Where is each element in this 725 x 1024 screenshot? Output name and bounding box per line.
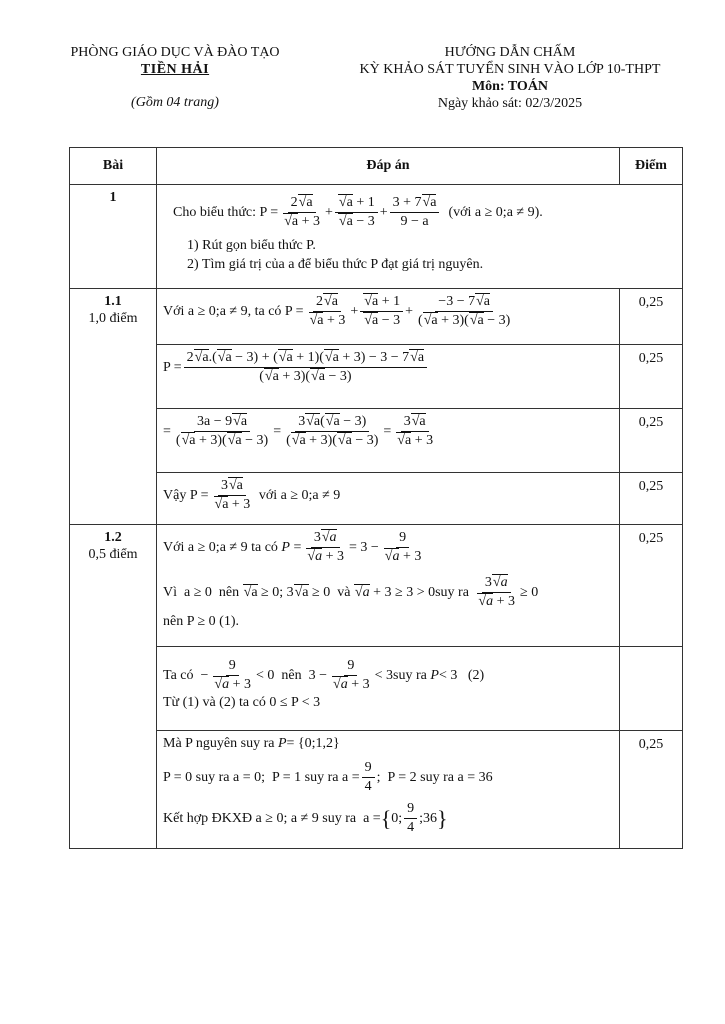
part1-step3-row: [70, 409, 683, 473]
part2-block2: Ta có − 9 √ a + 3 < 0 nên 3 − 9 √ a + 3 < 3 suy ra P < 3 (2) Từ (1) và (2) ta có 0 ≤ P < 3: [157, 647, 620, 731]
part1-step2: P = $\frac{2√ a.(√ a - 3) + (√ a + 1)(√ a + 3) - 3 - 7√ a}{(√ a + 3)(√ a - 3)}$: [157, 345, 620, 409]
table-header-row: [70, 148, 683, 185]
exam-title: KỲ KHẢO SÁT TUYỂN SINH VÀO LỚP 10-THPT: [359, 62, 661, 77]
score-1-1-d: 0,25: [620, 473, 683, 525]
score-1-2-b: [620, 647, 683, 731]
part2-label: 1.2 0,5 điểm: [70, 525, 157, 849]
task-1: 1) Rút gọn biểu thức P.: [187, 238, 316, 253]
org-name: PHÒNG GIÁO DỤC VÀ ĐÀO TẠO: [70, 45, 280, 60]
answer-table: [69, 147, 683, 849]
score-1-1-b: 0,25: [620, 345, 683, 409]
header-bai: Bài: [70, 148, 157, 185]
doc-title: HƯỚNG DẪN CHẤM: [444, 45, 576, 60]
header-left: [40, 44, 310, 111]
part1-step4: Vậy P = 3√ a √ a + 3 với a ≥ 0;a ≠ 9: [157, 473, 620, 525]
header-dap-an: Đáp án: [157, 148, 620, 185]
part2-block3: Mà P nguyên suy ra P = {0;1,2} P = 0 suy ra a = 0; P = 1 suy ra a = $\frac{9}{4}$ ; P = 2 suy ra a = 36 Kết hợp ĐKXĐ a ≥ 0; a ≠ 9 suy ra a = { 0; $\frac{9}{4}$ ;36 }: [157, 731, 620, 849]
problem-row: [70, 185, 683, 289]
header-diem: Điểm: [620, 148, 683, 185]
exam-date: Ngày khảo sát: 02/3/2025: [437, 96, 583, 111]
header-right: [320, 44, 700, 112]
pages-note: (Gồm 04 trang): [131, 95, 219, 110]
part1-step2-row: [70, 345, 683, 409]
part1-step3: = $\frac{3a - 9√ a}{(√ a + 3)(√ a - 3)}$ = $\frac{3√ a(√ a - 3)}{(√ a + 3)(√ a - 3)}$ = 3√ a √ a + 3: [157, 409, 620, 473]
problem-intro: Cho biểu thức:: [173, 204, 257, 220]
problem-statement: Cho biểu thức: P = 2√ a √ a + 3 + √ a + 1 √ a − 3 + $\frac{3 + 7√ a}{9 - a}$ (với a ≥ 0;a ≠ 9). 1) Rút gọn biểu thức P. 2) Tìm giá trị của a để biểu thức P đạt giá trị nguyên.: [157, 185, 683, 289]
part1-step1: Với a ≥ 0;a ≠ 9, ta có P = 2√ a √ a + 3 + √ a + 1 √ a − 3 + $\frac{-3 - 7√ a}{(√ a + 3)(√ a - 3)}$: [157, 289, 620, 345]
problem-number: 1: [70, 185, 157, 289]
part2-line5: Từ (1) và (2) ta có 0 ≤ P < 3: [163, 695, 321, 710]
part2-block1-row: [70, 525, 683, 647]
part1-label: 1.1 1,0 điểm: [70, 289, 157, 525]
task-2: 2) Tìm giá trị của a để biểu thức P đạt giá trị nguyên.: [187, 257, 484, 272]
part2-block2-row: [70, 647, 683, 731]
score-1-2-c: 0,25: [620, 731, 683, 849]
district-name: TIỀN HẢI: [140, 62, 210, 77]
part2-line3: nên P ≥ 0 (1).: [163, 614, 239, 629]
part1-step1-row: [70, 289, 683, 345]
score-1-2-a: 0,25: [620, 525, 683, 647]
part2-block1: Với a ≥ 0;a ≠ 9 ta có P = 3√ a √ a + 3 = 3 − 9 √ a + 3 Vì a ≥ 0 nên √ a ≥ 0; 3 √ a ≥ 0 và √ a + 3 ≥ 3 > 0 suy ra 3√ a √ a + 3 ≥ 0 nên P ≥ 0 (1).: [157, 525, 620, 647]
part1-step4-row: [70, 473, 683, 525]
problem-condition: (với a ≥ 0;a ≠ 9).: [448, 204, 543, 220]
score-1-1-c: 0,25: [620, 409, 683, 473]
subject: Môn: TOÁN: [471, 79, 549, 94]
part2-block3-row: [70, 731, 683, 849]
score-1-1-a: 0,25: [620, 289, 683, 345]
